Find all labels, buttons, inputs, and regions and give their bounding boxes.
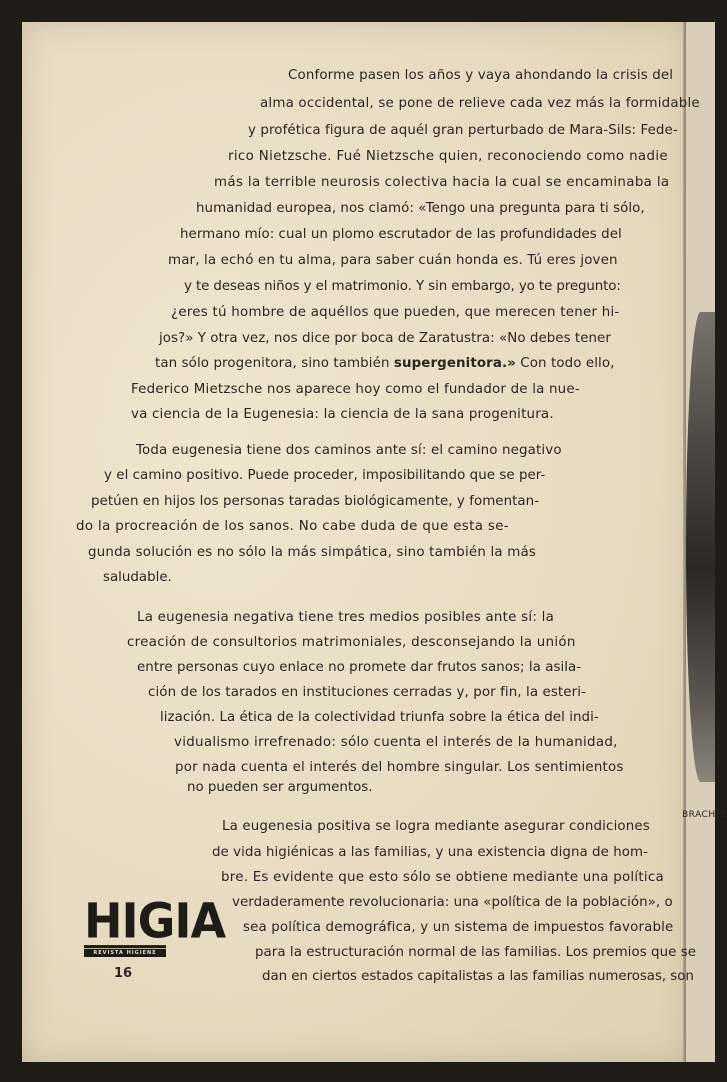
text-line: bre. Es evidente que esto sólo se obtiene mediante una política — [221, 870, 664, 885]
text-line: jos?» Y otra vez, nos dice por boca de Zaratustra: «No debes tener — [159, 331, 611, 346]
text-line: para la estructuración normal de las familias. Los premios que se — [255, 945, 697, 960]
adjacent-page-caption: BRACHFE — [682, 810, 727, 820]
text-line: y te deseas niños y el matrimonio. Y sin embargo, yo te pregunto: — [184, 279, 621, 294]
text-line: lización. La ética de la colectividad triunfa sobre la ética del indi- — [160, 710, 599, 725]
text-line: más la terrible neurosis colectiva hacia la cual se encaminaba la — [214, 175, 670, 190]
text-fragment: Con todo ello, — [515, 356, 615, 371]
text-line: alma occidental, se pone de relieve cada vez más la formidable — [260, 96, 700, 111]
text-line: sea política demográfica, y un sistema de impuestos favorable — [243, 920, 674, 935]
logo-subtitle: REVISTA HIGIENE — [84, 949, 166, 957]
text-line: Toda eugenesia tiene dos caminos ante sí: el camino negativo — [136, 443, 562, 458]
page-number: 16 — [114, 966, 133, 981]
text-line: verdaderamente revolucionaria: una «política de la población», o — [232, 895, 673, 910]
higia-logo — [84, 892, 226, 957]
text-line: rico Nietzsche. Fué Nietzsche quien, reconociendo como nadie — [228, 149, 668, 164]
text-line: entre personas cuyo enlace no promete dar frutos sanos; la asila- — [137, 660, 582, 675]
text-line: ¿eres tú hombre de aquéllos que pueden, que merecen tener hi- — [171, 305, 620, 320]
text-line: por nada cuenta el interés del hombre singular. Los sentimientos — [175, 760, 624, 775]
adjacent-page-edge — [682, 22, 727, 1062]
text-line: Conforme pasen los años y vaya ahondando la crisis del — [288, 68, 674, 83]
text-line: mar, la echó en tu alma, para saber cuán honda es. Tú eres joven — [168, 253, 618, 268]
emphasis-text: supergenitora.» — [393, 356, 516, 371]
text-line: petúen en hijos los personas taradas biológicamente, y fomentan- — [91, 494, 540, 509]
text-line: dan en ciertos estados capitalistas a las familias numerosas, son — [262, 969, 694, 984]
text-line: va ciencia de la Eugenesia: la ciencia de la sana progenitura. — [131, 407, 554, 422]
adjacent-page-photo — [686, 312, 715, 782]
text-line: gunda solución es no sólo la más simpática, sino también la más — [88, 545, 537, 560]
text-fragment: tan sólo progenitora, sino también — [155, 356, 394, 371]
text-line: saludable. — [103, 570, 172, 585]
text-line: hermano mío: cual un plomo escrutador de las profundidades del — [180, 227, 622, 242]
text-line: humanidad europea, nos clamó: «Tengo una pregunta para ti sólo, — [196, 201, 645, 216]
text-line: La eugenesia positiva se logra mediante asegurar condiciones — [222, 819, 650, 834]
text-line: y profética figura de aquél gran perturbado de Mara-Sils: Fede- — [248, 123, 678, 138]
text-line: Federico Mietzsche nos aparece hoy como el fundador de la nue- — [131, 382, 580, 397]
text-line: La eugenesia negativa tiene tres medios posibles ante sí: la — [137, 610, 555, 625]
text-line: vidualismo irrefrenado: sólo cuenta el interés de la humanidad, — [174, 735, 618, 750]
text-line: ción de los tarados en instituciones cerradas y, por fin, la esteri- — [148, 685, 586, 700]
text-line — [155, 355, 615, 373]
text-line: no pueden ser argumentos. — [187, 780, 373, 795]
logo-mark: HIGIA — [84, 892, 226, 950]
text-line: y el camino positivo. Puede proceder, imposibilitando que se per- — [104, 468, 546, 483]
text-line: de vida higiénicas a las familias, y una existencia digna de hom- — [212, 845, 648, 860]
text-line: do la procreación de los sanos. No cabe duda de que esta se- — [76, 519, 509, 534]
text-line: creación de consultorios matrimoniales, desconsejando la unión — [127, 635, 576, 650]
